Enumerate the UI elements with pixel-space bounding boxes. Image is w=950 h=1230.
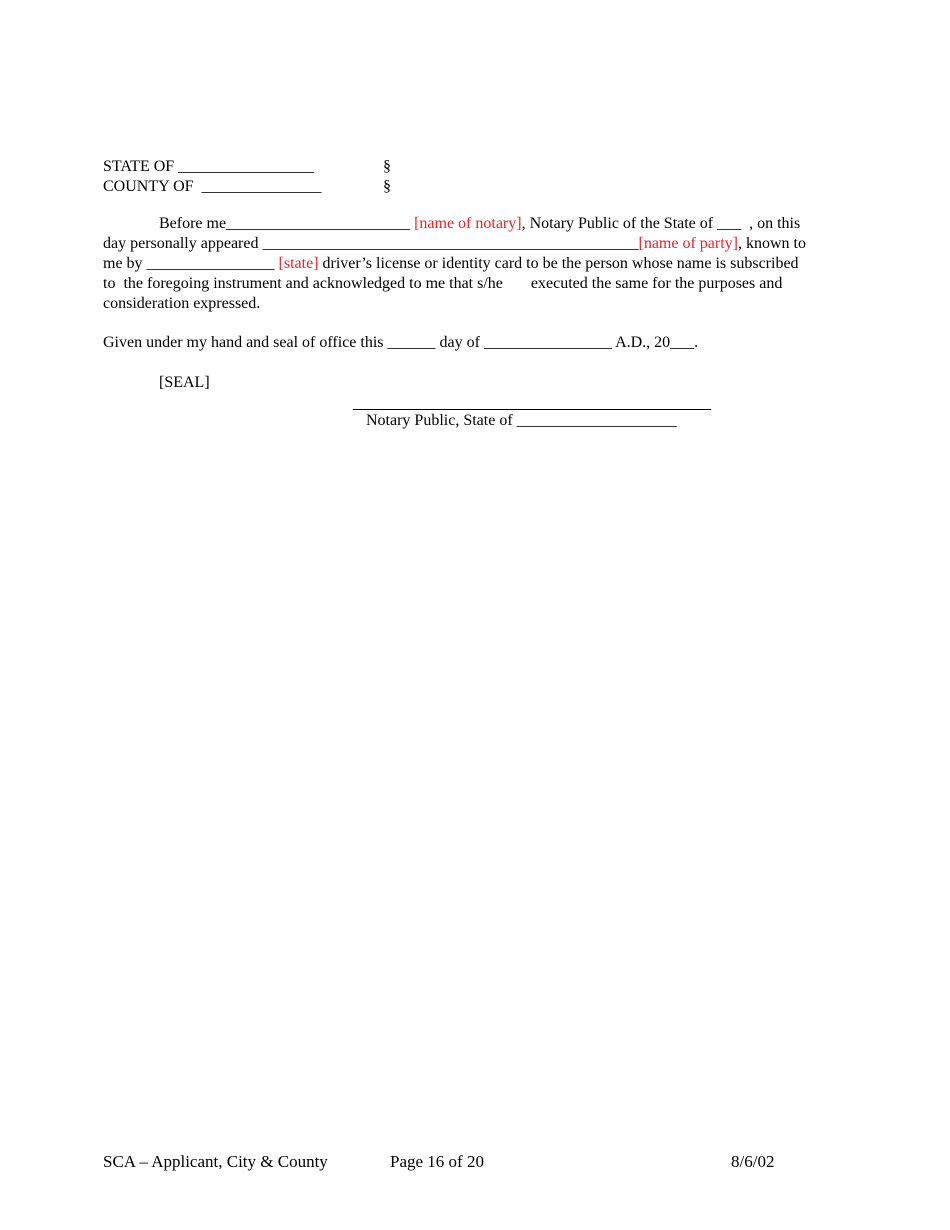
given-under-hand-line: Given under my hand and seal of office this ______ day of ________________ A.D., 20___.	[103, 334, 699, 351]
notary-signature-line	[353, 409, 711, 410]
state-of-line: STATE OF _________________	[103, 158, 315, 175]
ack-line-5-text: consideration expressed.	[103, 295, 261, 312]
ack-line-4-text: to the foregoing instrument and acknowledged to me that s/he executed the same for the purposes and	[103, 275, 783, 292]
footer-page-number: Page 16 of 20	[390, 1152, 484, 1171]
notary-caption: Notary Public, State of ____________________	[366, 412, 677, 429]
ack-line-3-end: driver’s license or identity card to be the person whose name is subscribed	[318, 255, 799, 272]
ack-line-3-start: me by ________________	[103, 255, 279, 272]
seal-placeholder: [SEAL]	[159, 374, 210, 391]
ack-line-5	[103, 294, 849, 314]
ack-line-2-end: , known to	[738, 235, 806, 252]
footer-date: 8/6/02	[731, 1152, 775, 1171]
ack-line-1-start: Before me_______________________	[159, 215, 415, 232]
county-of-line: COUNTY OF _______________	[103, 178, 322, 195]
footer-doc-name: SCA – Applicant, City & County	[103, 1152, 328, 1171]
name-of-party-placeholder: [name of party]	[638, 235, 738, 252]
name-of-notary-placeholder: [name of notary]	[414, 215, 522, 232]
ack-line-2-start: day personally appeared _______________________________________________	[103, 235, 639, 252]
county-section-mark: §	[383, 178, 391, 195]
ack-line-4	[103, 274, 849, 294]
ack-line-1	[103, 214, 849, 234]
state-placeholder: [state]	[278, 255, 319, 272]
ack-line-1-end: , Notary Public of the State of ___ , on this	[521, 215, 801, 232]
acknowledgment-paragraph	[103, 214, 849, 314]
ack-line-2	[103, 234, 849, 254]
state-section-mark: §	[383, 158, 391, 175]
ack-line-3	[103, 254, 849, 274]
